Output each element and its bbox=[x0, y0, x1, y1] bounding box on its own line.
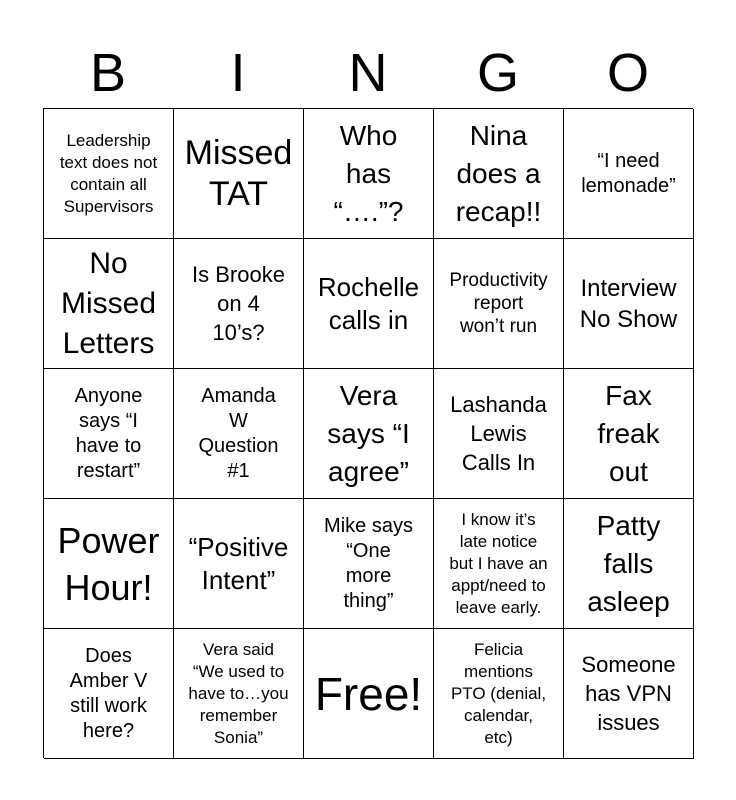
cell-text: I know it’s late notice but I have an appt/need to leave early. bbox=[449, 509, 548, 617]
cell-text: Amanda W Question #1 bbox=[198, 384, 279, 482]
cell-text: Who has “….”? bbox=[333, 119, 404, 227]
header-letter-i: I bbox=[230, 43, 246, 103]
bingo-cell[interactable] bbox=[434, 499, 564, 629]
bingo-cell[interactable] bbox=[564, 109, 694, 239]
bingo-cell[interactable] bbox=[174, 499, 304, 629]
cell-text: Productivity report won’t run bbox=[449, 270, 548, 337]
bingo-cell[interactable] bbox=[564, 629, 694, 759]
bingo-cell[interactable] bbox=[174, 629, 304, 759]
cell-text: Interview No Show bbox=[579, 274, 678, 333]
bingo-cell[interactable] bbox=[564, 239, 694, 369]
bingo-cell[interactable] bbox=[44, 239, 174, 369]
cell-text: Patty falls asleep bbox=[587, 509, 670, 617]
cell-text: Anyone says “I have to restart” bbox=[74, 384, 143, 482]
cell-text: “Positive Intent” bbox=[188, 531, 289, 595]
cell-text: Leadership text does not contain all Supervisors bbox=[59, 130, 158, 216]
cell-text: Nina does a recap!! bbox=[455, 119, 542, 227]
bingo-cell[interactable] bbox=[434, 109, 564, 239]
bingo-cell[interactable] bbox=[44, 499, 174, 629]
cell-text: Does Amber V still work here? bbox=[69, 644, 148, 742]
cell-text: Missed TAT bbox=[184, 133, 293, 213]
cell-text: No Missed Letters bbox=[60, 246, 157, 360]
cell-text: Fax freak out bbox=[597, 379, 660, 487]
cell-text: Vera said “We used to have to…you remember Sonia” bbox=[188, 639, 289, 747]
cell-text: Vera says “I agree” bbox=[327, 379, 410, 487]
bingo-cell[interactable] bbox=[304, 369, 434, 499]
header-letter-o: O bbox=[606, 43, 649, 103]
cell-text: Power Hour! bbox=[57, 519, 160, 608]
cell-text: Free! bbox=[314, 667, 423, 720]
bingo-cell[interactable] bbox=[174, 109, 304, 239]
header-letter-g: G bbox=[476, 43, 519, 103]
bingo-cell[interactable] bbox=[304, 499, 434, 629]
bingo-cell[interactable] bbox=[44, 369, 174, 499]
bingo-cell[interactable] bbox=[174, 239, 304, 369]
bingo-cell-free[interactable] bbox=[304, 629, 434, 759]
cell-text: Felicia mentions PTO (denial, calendar, etc) bbox=[450, 639, 547, 747]
bingo-header bbox=[43, 38, 693, 108]
bingo-cell[interactable] bbox=[434, 369, 564, 499]
bingo-cell[interactable] bbox=[304, 109, 434, 239]
cell-text: Is Brooke on 4 10’s? bbox=[192, 262, 285, 345]
cell-text: Someone has VPN issues bbox=[581, 652, 676, 735]
bingo-cell[interactable] bbox=[434, 239, 564, 369]
header-letter-n: N bbox=[348, 43, 388, 103]
header-letter-b: B bbox=[89, 43, 127, 103]
cell-text: Rochelle calls in bbox=[317, 271, 420, 335]
cell-text: “I need lemonade” bbox=[581, 149, 676, 197]
bingo-cell[interactable] bbox=[44, 629, 174, 759]
cell-text: Mike says “One more thing” bbox=[324, 514, 413, 612]
bingo-cell[interactable] bbox=[174, 369, 304, 499]
bingo-cell[interactable] bbox=[304, 239, 434, 369]
bingo-cell[interactable] bbox=[44, 109, 174, 239]
cell-text: Lashanda Lewis Calls In bbox=[450, 392, 547, 475]
bingo-cell[interactable] bbox=[564, 499, 694, 629]
bingo-cell[interactable] bbox=[564, 369, 694, 499]
bingo-cell[interactable] bbox=[434, 629, 564, 759]
bingo-grid bbox=[43, 108, 693, 758]
